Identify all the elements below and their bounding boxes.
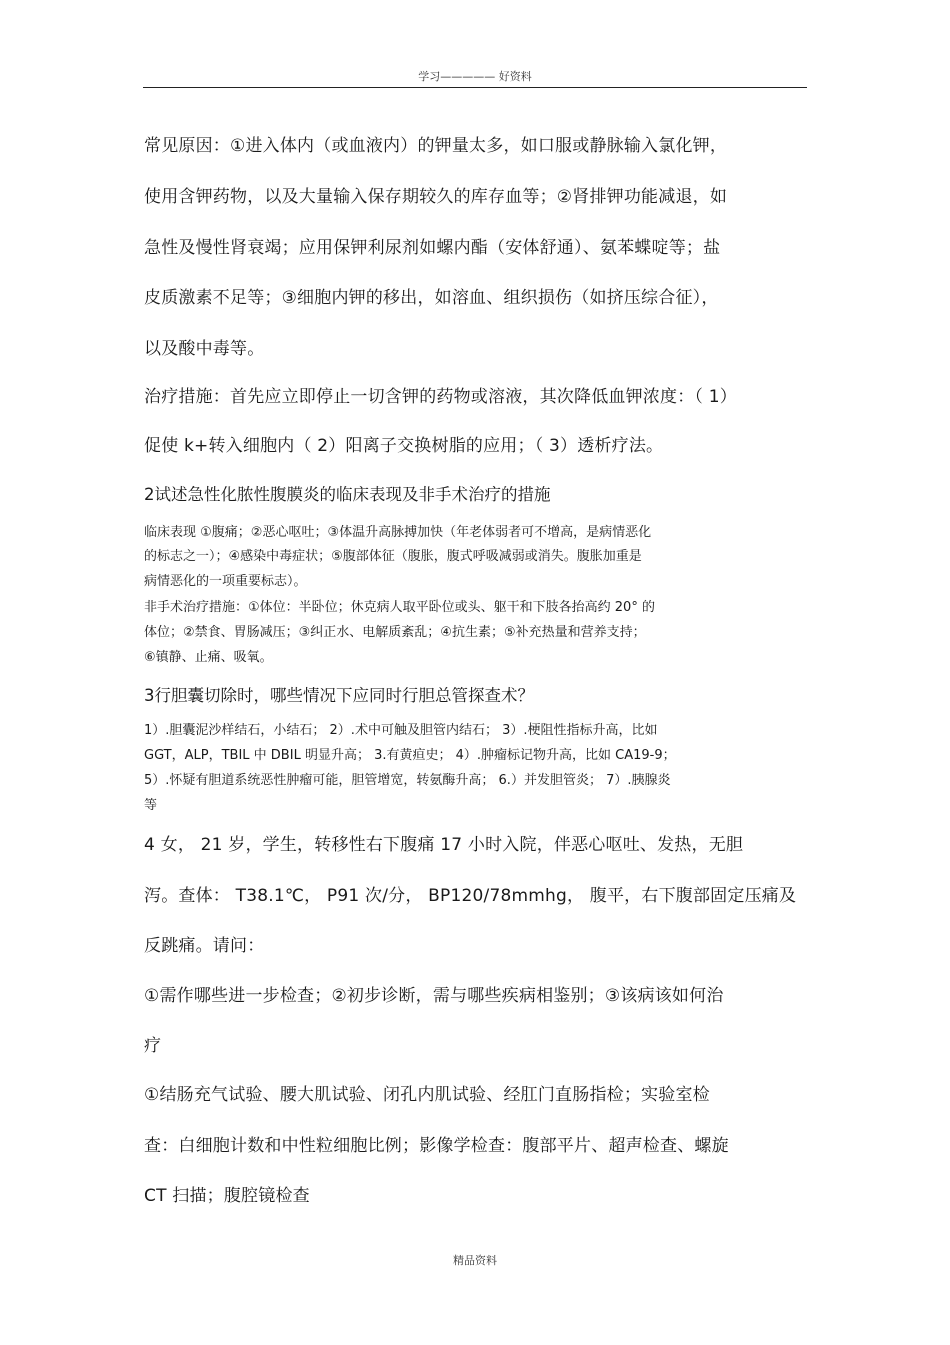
text-line: 使用含钾药物，以及大量输入保存期较久的库存血等；②肾排钾功能减退，如 [144,187,728,207]
text-line: 病情恶化的一项重要标志）。 [144,574,307,589]
question-3-title: 3行胆囊切除时，哪些情况下应同时行胆总管探查术？ [144,686,534,705]
text-line: ①需作哪些进一步检查；②初步诊断，需与哪些疾病相鉴别；③该病该如何治 [144,986,724,1006]
text-line: CT 扫描；腹腔镜检查 [144,1186,310,1206]
text-line: 疗 [144,1036,162,1056]
text-line: ①结肠充气试验、腰大肌试验、闭孔内肌试验、经肛门直肠指检；实验室检 [144,1085,710,1105]
text-line: 查：白细胞计数和中性粒细胞比例；影像学检查：腹部平片、超声检查、螺旋 [144,1136,729,1156]
text-line: 非手术治疗措施：①体位：半卧位；休克病人取平卧位或头、躯干和下肢各抬高约 20° 的 [144,600,655,615]
text-line: 体位；②禁食、胃肠减压；③纠正水、电解质紊乱；④抗生素；⑤补充热量和营养支持； [144,625,646,640]
text-line: ⑥镇静、止痛、吸氧。 [144,650,273,665]
text-line: 皮质激素不足等；③细胞内钾的移出，如溶血、组织损伤（如挤压综合征）， [144,288,719,308]
page-header: 学习————— 好资料 [418,70,532,83]
text-line: 反跳痛。请问： [144,936,265,956]
text-line: 泻。查体： T38.1℃， P91 次/分， BP120/78mmhg， 腹平，右下腹部固定压痛及 [144,886,797,906]
text-line: GGT，ALP，TBIL 中 DBIL 明显升高； 3.有黄疸史； 4）.肿瘤标记物升高，比如 CA19-9； [144,748,676,763]
text-line: 5）.怀疑有胆道系统恶性肿瘤可能，胆管增宽，转氨酶升高； 6.）并发胆管炎； 7）.胰腺炎 [144,773,671,788]
text-line: 促使 k+转入细胞内（ 2）阳离子交换树脂的应用；（ 3）透析疗法。 [144,436,664,456]
text-line: 治疗措施：首先应立即停止一切含钾的药物或溶液，其次降低血钾浓度：（ 1） [144,387,737,407]
text-line: 的标志之一）；④感染中毒症状；⑤腹部体征（腹胀，腹式呼吸减弱或消失。腹胀加重是 [144,549,642,564]
header-divider [143,87,807,88]
text-line: 临床表现 ①腹痛；②恶心呕吐；③体温升高脉搏加快（年老体弱者可不增高，是病情恶化 [144,525,652,540]
text-line: 常见原因：①进入体内（或血液内）的钾量太多，如口服或静脉输入氯化钾， [144,136,728,156]
text-line: 1）.胆囊泥沙样结石，小结石； 2）.术中可触及胆管内结石； 3）.梗阻性指标升高，比如 [144,723,658,738]
page-footer: 精品资料 [453,1254,497,1267]
text-line: 急性及慢性肾衰竭；应用保钾利尿剂如螺内酯（安体舒通）、氨苯蝶啶等；盐 [144,238,721,258]
question-2-title: 2试述急性化脓性腹膜炎的临床表现及非手术治疗的措施 [144,485,551,504]
text-line: 等 [144,798,158,813]
text-line: 以及酸中毒等。 [144,339,265,359]
text-line: 4 女， 21 岁，学生，转移性右下腹痛 17 小时入院，伴恶心呕吐、发热，无胆 [144,835,744,855]
